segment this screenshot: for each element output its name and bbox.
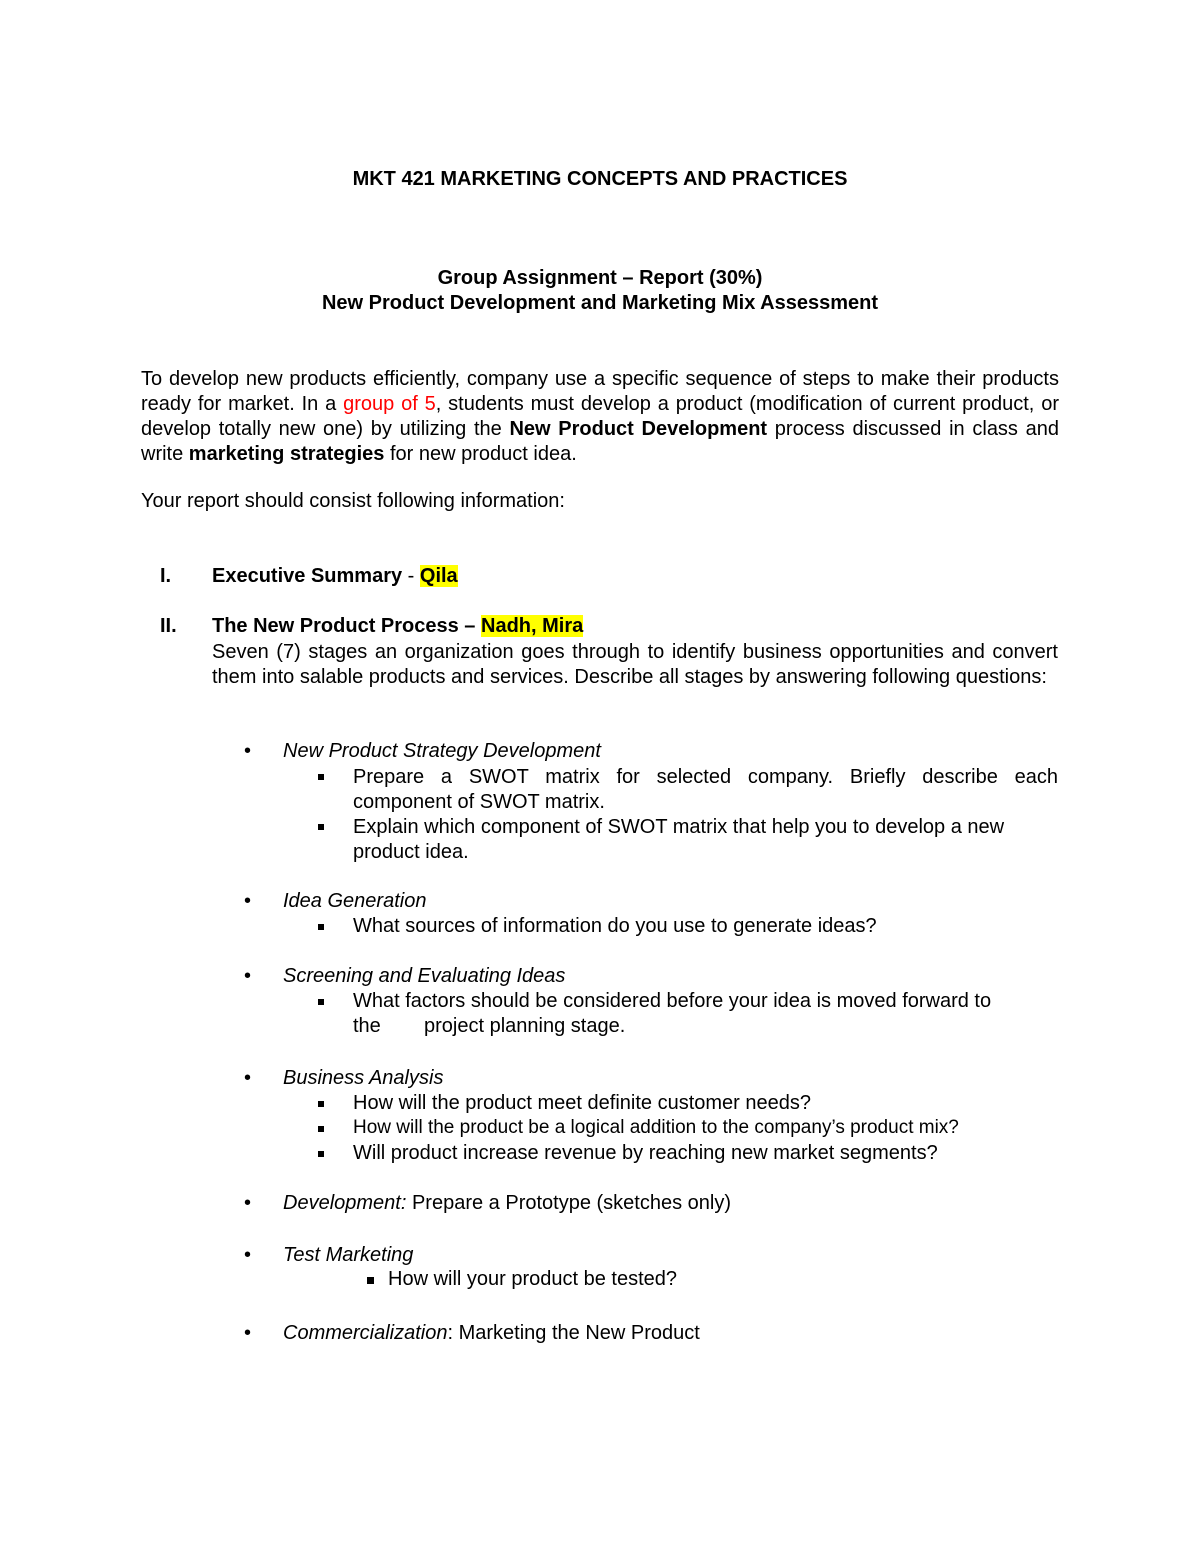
stage-question: How will the product be a logical addition to the company’s product mix? <box>353 1117 959 1138</box>
stage-name: Business Analysis <box>283 1067 444 1089</box>
stage-question: Prepare a SWOT matrix for selected company. Briefly describe each component of SWOT matrix. <box>353 766 1058 813</box>
bullet-icon: • <box>244 1322 252 1344</box>
stage-question: What factors should be considered before your idea is moved forward to <box>353 990 992 1012</box>
stage-commercialization: Commercialization: Marketing the New Product <box>283 1322 700 1344</box>
report-intro: Your report should consist following information: <box>141 490 565 512</box>
assignee-highlight: Qila <box>419 565 458 587</box>
bullet-icon: • <box>244 890 252 912</box>
stage-name: Screening and Evaluating Ideas <box>283 965 566 987</box>
intro-paragraph: To develop new products efficiently, company use a specific sequence of steps to make their products ready for market. In a group of 5, students must develop a product (modification of current product, or develop totally new one) by utilizing the New Product Development process discussed in class and write marketing strategies for new product idea. <box>141 368 1060 465</box>
stage-question-cont: the <box>353 1015 381 1037</box>
square-bullet-icon <box>318 1101 324 1107</box>
assignment-subtitle: New Product Development and Marketing Mix Assessment <box>321 292 879 314</box>
square-bullet-icon <box>318 774 324 780</box>
stage-question: Will product increase revenue by reaching new market segments? <box>353 1142 938 1164</box>
stage-name: Test Marketing <box>283 1244 414 1266</box>
square-bullet-icon <box>318 1126 324 1132</box>
square-bullet-icon <box>318 999 324 1005</box>
section-number-2: II. <box>160 615 177 637</box>
assignment-title: Group Assignment – Report (30%) <box>437 267 763 289</box>
stage-question: What sources of information do you use to generate ideas? <box>353 915 877 937</box>
section-executive-summary: Executive Summary - Qila <box>212 565 458 587</box>
group-size-text: group of 5 <box>343 393 436 415</box>
course-title: MKT 421 MARKETING CONCEPTS AND PRACTICES <box>352 168 848 190</box>
assignee-highlight: Nadh, Mira <box>481 615 584 637</box>
section-number-1: I. <box>160 565 172 587</box>
stage-question: How will the product meet definite customer needs? <box>353 1092 812 1114</box>
bullet-icon: • <box>244 965 252 987</box>
stage-question: How will your product be tested? <box>388 1268 678 1290</box>
square-bullet-icon <box>318 1151 324 1157</box>
bullet-icon: • <box>244 1244 252 1266</box>
stage-name: New Product Strategy Development <box>283 740 601 762</box>
square-bullet-icon <box>318 824 324 830</box>
stage-question: Explain which component of SWOT matrix that help you to develop a new product idea. <box>353 816 1005 863</box>
bullet-icon: • <box>244 1192 252 1214</box>
stage-question-cont: project planning stage. <box>424 1015 626 1037</box>
square-bullet-icon <box>318 924 324 930</box>
process-description: Seven (7) stages an organization goes through to identify business opportunities and convert them into salable products and services. Describe all stages by answering following questions: <box>212 641 1058 688</box>
bullet-icon: • <box>244 740 252 762</box>
section-new-product-process: The New Product Process – Nadh, Mira <box>212 615 584 637</box>
stage-name: Idea Generation <box>283 890 427 912</box>
square-bullet-icon <box>367 1277 374 1284</box>
bullet-icon: • <box>244 1067 252 1089</box>
stage-development: Development: Prepare a Prototype (sketches only) <box>283 1192 732 1214</box>
